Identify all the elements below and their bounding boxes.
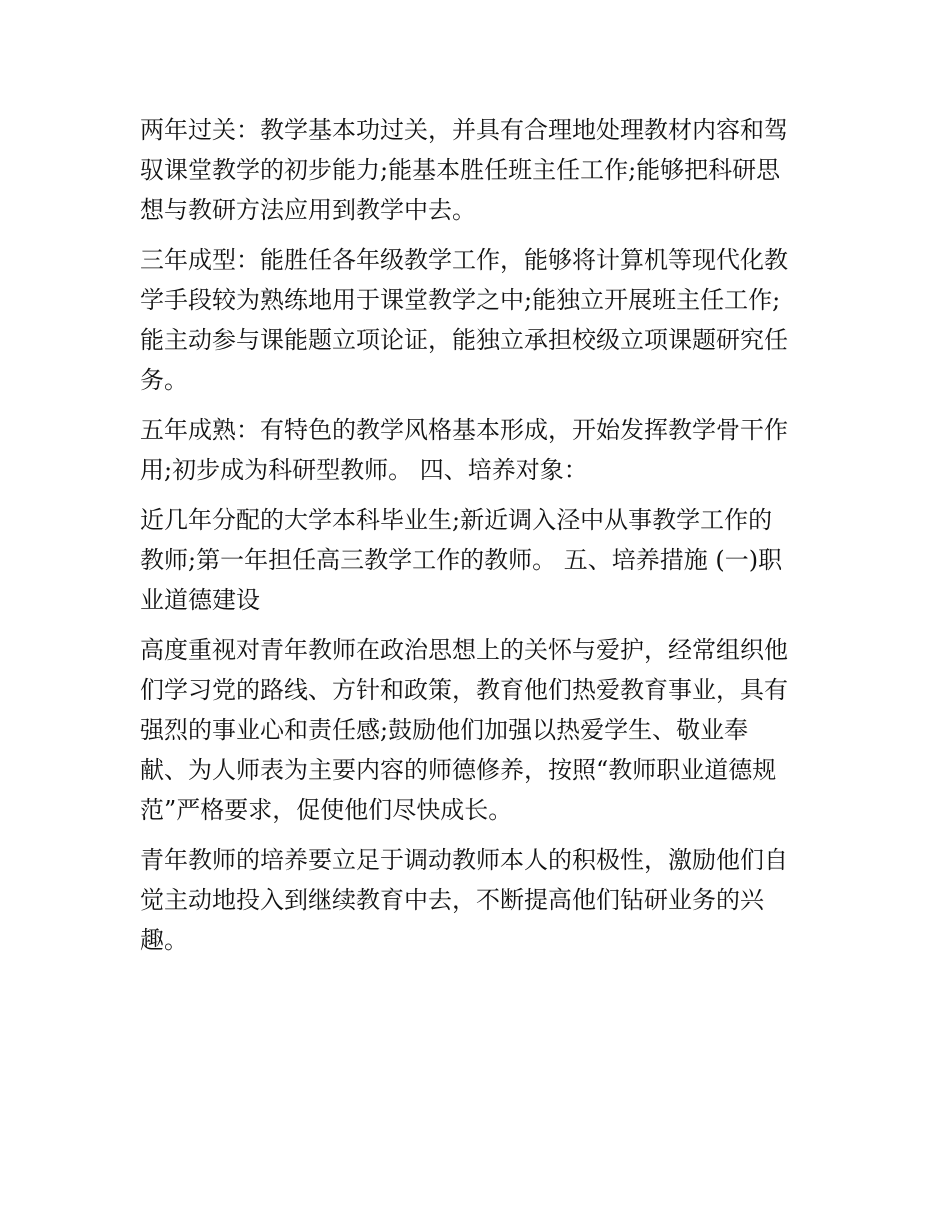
document-page [140, 110, 820, 970]
text-line: 驭课堂教学的初步能力;能基本胜任班主任工作;能够把科研思 [140, 156, 781, 184]
text-line: 用;初步成为科研型教师。 四、培养对象： [140, 456, 588, 484]
text-line: 想与教研方法应用到教学中去。 [140, 196, 476, 224]
text-line: 觉主动地投入到继续教育中去，不断提高他们钻研业务的兴 [140, 886, 764, 914]
text-line: 高度重视对青年教师在政治思想上的关怀与爱护，经常组织他 [140, 636, 788, 664]
paragraph-five-year-goal [140, 410, 820, 490]
text-line: 强烈的事业心和责任感;鼓励他们加强以热爱学生、敬业奉 [140, 716, 749, 744]
paragraph-three-year-goal [140, 240, 820, 400]
paragraph-motivation [140, 840, 820, 960]
text-line: 范”严格要求，促使他们尽快成长。 [140, 796, 513, 824]
paragraph-two-year-goal [140, 110, 820, 230]
text-line: 能主动参与课能题立项论证，能独立承担校级立项课题研究任 [140, 326, 788, 354]
text-line: 务。 [140, 366, 188, 394]
text-line: 青年教师的培养要立足于调动教师本人的积极性，激励他们自 [140, 846, 788, 874]
text-line: 学手段较为熟练地用于课堂教学之中;能独立开展班主任工作; [140, 286, 781, 314]
text-line: 教师;第一年担任高三教学工作的教师。 五、培养措施 (一)职 [140, 546, 783, 574]
text-line: 们学习党的路线、方针和政策，教育他们热爱教育事业，具有 [140, 676, 788, 704]
text-line: 近几年分配的大学本科毕业生;新近调入泾中从事教学工作的 [140, 506, 773, 534]
text-line: 献、为人师表为主要内容的师德修养，按照“教师职业道德规 [140, 756, 777, 784]
paragraph-ethics [140, 630, 820, 830]
text-line: 趣。 [140, 926, 188, 954]
text-line: 业道德建设 [140, 586, 260, 614]
text-line: 五年成熟：有特色的教学风格基本形成，开始发挥教学骨干作 [140, 416, 788, 444]
paragraph-training-targets [140, 500, 820, 620]
text-line: 三年成型：能胜任各年级教学工作，能够将计算机等现代化教 [140, 246, 788, 274]
text-line: 两年过关：教学基本功过关，并具有合理地处理教材内容和驾 [140, 116, 788, 144]
